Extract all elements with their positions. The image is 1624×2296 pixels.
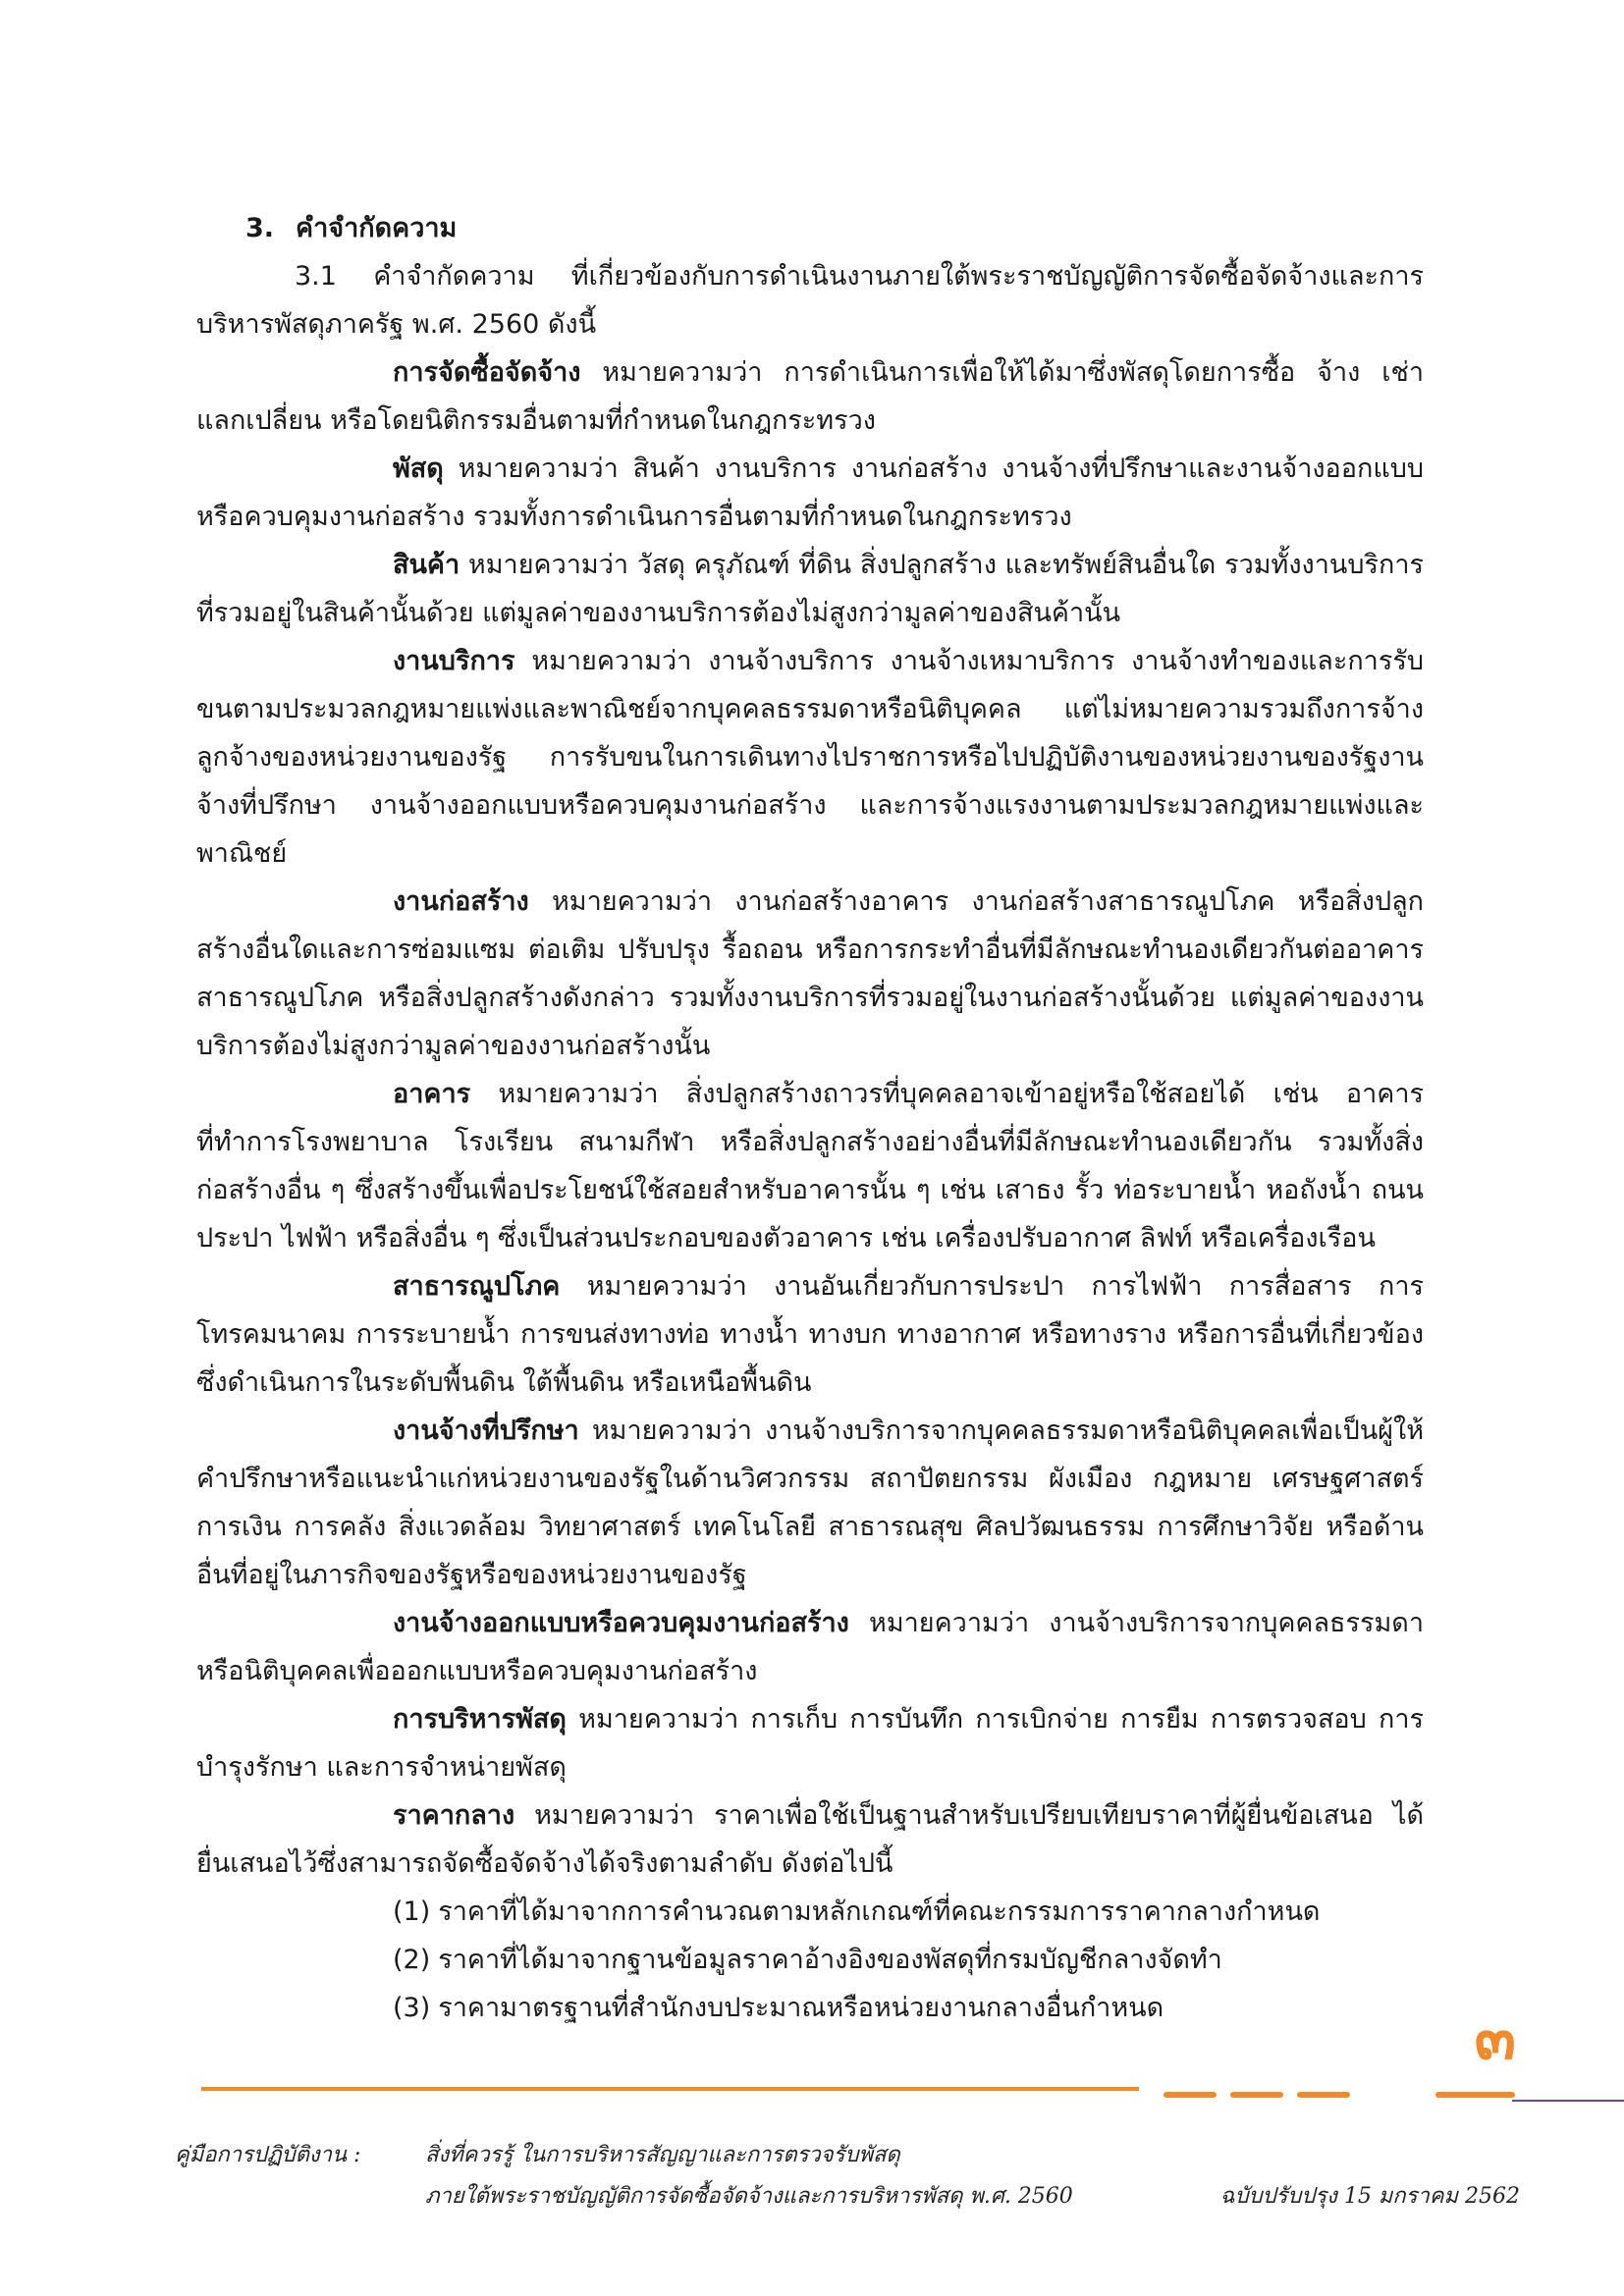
definition-text: หมายความว่า งานก่อสร้างอาคาร งานก่อสร้างสาธารณูปโภค หรือสิ่งปลูกสร้างอื่นใดและการซ่อมแซม ต่อเติม ปรับปรุง รื้อถอน หรือการกระทำอื่นที่มีลักษณะทำนองเดียวกันต่ออาคาร สาธารณูปโภค หรือสิ่งปลูกสร้างดังกล่าว รวมทั้งงานบริการที่รวมอยู่ในงานก่อสร้างนั้นด้วย แต่มูลค่าของงานบริการต้องไม่สูงกว่ามูลค่าของงานก่อสร้างนั้น	[196, 886, 1424, 1061]
definition-paragraph	[196, 1695, 1424, 1791]
definition-text: หมายความว่า การดำเนินการเพื่อให้ได้มาซึ่งพัสดุโดยการซื้อ จ้าง เช่า แลกเปลี่ยน หรือโดยนิติกรรมอื่นตามที่กำหนดในกฎกระทรวง	[196, 357, 1424, 436]
definition-term: พัสดุ	[393, 454, 444, 484]
list-item-index: (1)	[393, 1896, 431, 1927]
footer-title-line2: ภายใต้พระราชบัญญัติการจัดซื้อจัดจ้างและการบริหารพัสดุ พ.ศ. 2560	[425, 2184, 1073, 2209]
list-item	[393, 1936, 1424, 1984]
definition-term: สินค้า	[393, 550, 460, 580]
footer-revision: ฉบับปรับปรุง 15 มกราคม 2562	[1219, 2184, 1520, 2209]
definition-paragraph	[196, 541, 1424, 637]
definition-text: หมายความว่า ราคาเพื่อใช้เป็นฐานสำหรับเปรียบเทียบราคาที่ผู้ยื่นข้อเสนอ ได้ยื่นเสนอไว้ซึ่งสามารถจัดซื้อจัดจ้างได้จริงตามลำดับ ดังต่อไปนี้	[196, 1800, 1424, 1879]
list-item-text: ราคาที่ได้มาจากฐานข้อมูลราคาอ้างอิงของพัสดุที่กรมบัญชีกลางจัดทำ	[438, 1945, 1222, 1975]
section-title: คำจำกัดความ	[296, 213, 458, 243]
definition-paragraph	[196, 878, 1424, 1070]
definition-text: หมายความว่า สินค้า งานบริการ งานก่อสร้าง งานจ้างที่ปรึกษาและงานจ้างออกแบบหรือควบคุมงานก่อสร้าง รวมทั้งการดำเนินการอื่นตามที่กำหนดในกฎกระทรวง	[196, 454, 1424, 532]
definition-paragraph	[196, 1262, 1424, 1407]
definition-term: งานจ้างที่ปรึกษา	[393, 1415, 579, 1446]
section-number: 3.	[245, 213, 275, 243]
list-item-text: ราคาที่ได้มาจากการคำนวณตามหลักเกณฑ์ที่คณะกรรมการราคากลางกำหนด	[438, 1896, 1321, 1927]
definition-term: สาธารณูปโภค	[393, 1271, 561, 1302]
definition-term: อาคาร	[393, 1079, 471, 1109]
definition-term: งานก่อสร้าง	[393, 886, 529, 917]
definition-text: หมายความว่า สิ่งปลูกสร้างถาวรที่บุคคลอาจเข้าอยู่หรือใช้สอยได้ เช่น อาคารที่ทำการโรงพยาบาล โรงเรียน สนามกีฬา หรือสิ่งปลูกสร้างอย่างอื่นที่มีลักษณะทำนองเดียวกัน รวมทั้งสิ่งก่อสร้างอื่น ๆ ซึ่งสร้างขึ้นเพื่อประโยชน์ใช้สอยสำหรับอาคารนั้น ๆ เช่น เสาธง รั้ว ท่อระบายน้ำ หอถังน้ำ ถนน ประปา ไฟฟ้า หรือสิ่งอื่น ๆ ซึ่งเป็นส่วนประกอบของตัวอาคาร เช่น เครื่องปรับอากาศ ลิฟท์ หรือเครื่องเรือน	[196, 1079, 1424, 1254]
definition-term: งานจ้างออกแบบหรือควบคุมงานก่อสร้าง	[393, 1608, 849, 1638]
list-item-text: ราคามาตรฐานที่สำนักงบประมาณหรือหน่วยงานกลางอื่นกำหนด	[438, 1993, 1164, 2023]
definition-term: ราคากลาง	[393, 1800, 515, 1831]
section-heading	[245, 204, 1424, 252]
definition-text: หมายความว่า การเก็บ การบันทึก การเบิกจ่าย การยืม การตรวจสอบ การบำรุงรักษา และการจำหน่ายพัสดุ	[196, 1704, 1424, 1783]
document-body	[196, 204, 1424, 2032]
definition-text: หมายความว่า งานจ้างบริการจากบุคคลธรรมดาหรือนิติบุคคลเพื่อออกแบบหรือควบคุมงานก่อสร้าง	[196, 1608, 1424, 1686]
definition-paragraph	[196, 637, 1424, 878]
list-item	[393, 1984, 1424, 2032]
definition-paragraph	[196, 445, 1424, 541]
footer-label: คู่มือการปฏิบัติงาน :	[175, 2143, 361, 2167]
list-item	[393, 1888, 1424, 1936]
list-item-index: (2)	[393, 1945, 431, 1975]
definition-text: หมายความว่า วัสดุ ครุภัณฑ์ ที่ดิน สิ่งปลูกสร้าง และทรัพย์สินอื่นใด รวมทั้งงานบริการที่รวมอยู่ในสินค้านั้นด้วย แต่มูลค่าของงานบริการต้องไม่สูงกว่ามูลค่าของสินค้านั้น	[196, 550, 1424, 628]
definition-term: การจัดซื้อจัดจ้าง	[393, 357, 581, 388]
definition-paragraph	[196, 348, 1424, 445]
list-item-index: (3)	[393, 1993, 431, 2023]
definition-term: การบริหารพัสดุ	[393, 1704, 567, 1735]
definition-paragraph	[196, 1407, 1424, 1599]
intro-paragraph: 3.1 คำจำกัดความ ที่เกี่ยวข้องกับการดำเนินงานภายใต้พระราชบัญญัติการจัดซื้อจัดจ้างและการบริหารพัสดุภาครัฐ พ.ศ. 2560 ดังนี้	[196, 261, 1424, 340]
definition-paragraph	[196, 1599, 1424, 1695]
definition-paragraph	[196, 1791, 1424, 1888]
definition-text: หมายความว่า งานจ้างบริการ งานจ้างเหมาบริการ งานจ้างทำของและการรับขนตามประมวลกฎหมายแพ่งและพาณิชย์จากบุคคลธรรมดาหรือนิติบุคคล แต่ไม่หมายความรวมถึงการจ้างลูกจ้างของหน่วยงานของรัฐ การรับขนในการเดินทางไปราชการหรือไปปฏิบัติงานของหน่วยงานของรัฐงานจ้างที่ปรึกษา งานจ้างออกแบบหรือควบคุมงานก่อสร้าง และการจ้างแรงงานตามประมวลกฎหมายแพ่งและพาณิชย์	[196, 646, 1424, 869]
definition-term: งานบริการ	[393, 646, 515, 676]
footer-title-line1: สิ่งที่ควรรู้ ในการบริหารสัญญาและการตรวจรับพัสดุ	[425, 2143, 900, 2167]
definition-paragraph	[196, 1070, 1424, 1262]
page-number: ๓	[1474, 2002, 1516, 2073]
definition-text: หมายความว่า งานอันเกี่ยวกับการประปา การไฟฟ้า การสื่อสาร การโทรคมนาคม การระบายน้ำ การขนส่งทางท่อ ทางน้ำ ทางบก ทางอากาศ หรือทางราง หรือการอื่นที่เกี่ยวข้องซึ่งดำเนินการในระดับพื้นดิน ใต้พื้นดิน หรือเหนือพื้นดิน	[196, 1271, 1424, 1398]
definition-text: หมายความว่า งานจ้างบริการจากบุคคลธรรมดาหรือนิติบุคคลเพื่อเป็นผู้ให้คำปรึกษาหรือแนะนำแก่หน่วยงานของรัฐในด้านวิศวกรรม สถาปัตยกรรม ผังเมือง กฎหมาย เศรษฐศาสตร์ การเงิน การคลัง สิ่งแวดล้อม วิทยาศาสตร์ เทคโนโลยี สาธารณสุข ศิลปวัฒนธรรม การศึกษาวิจัย หรือด้านอื่นที่อยู่ในภารกิจของรัฐหรือของหน่วยงานของรัฐ	[196, 1415, 1424, 1590]
